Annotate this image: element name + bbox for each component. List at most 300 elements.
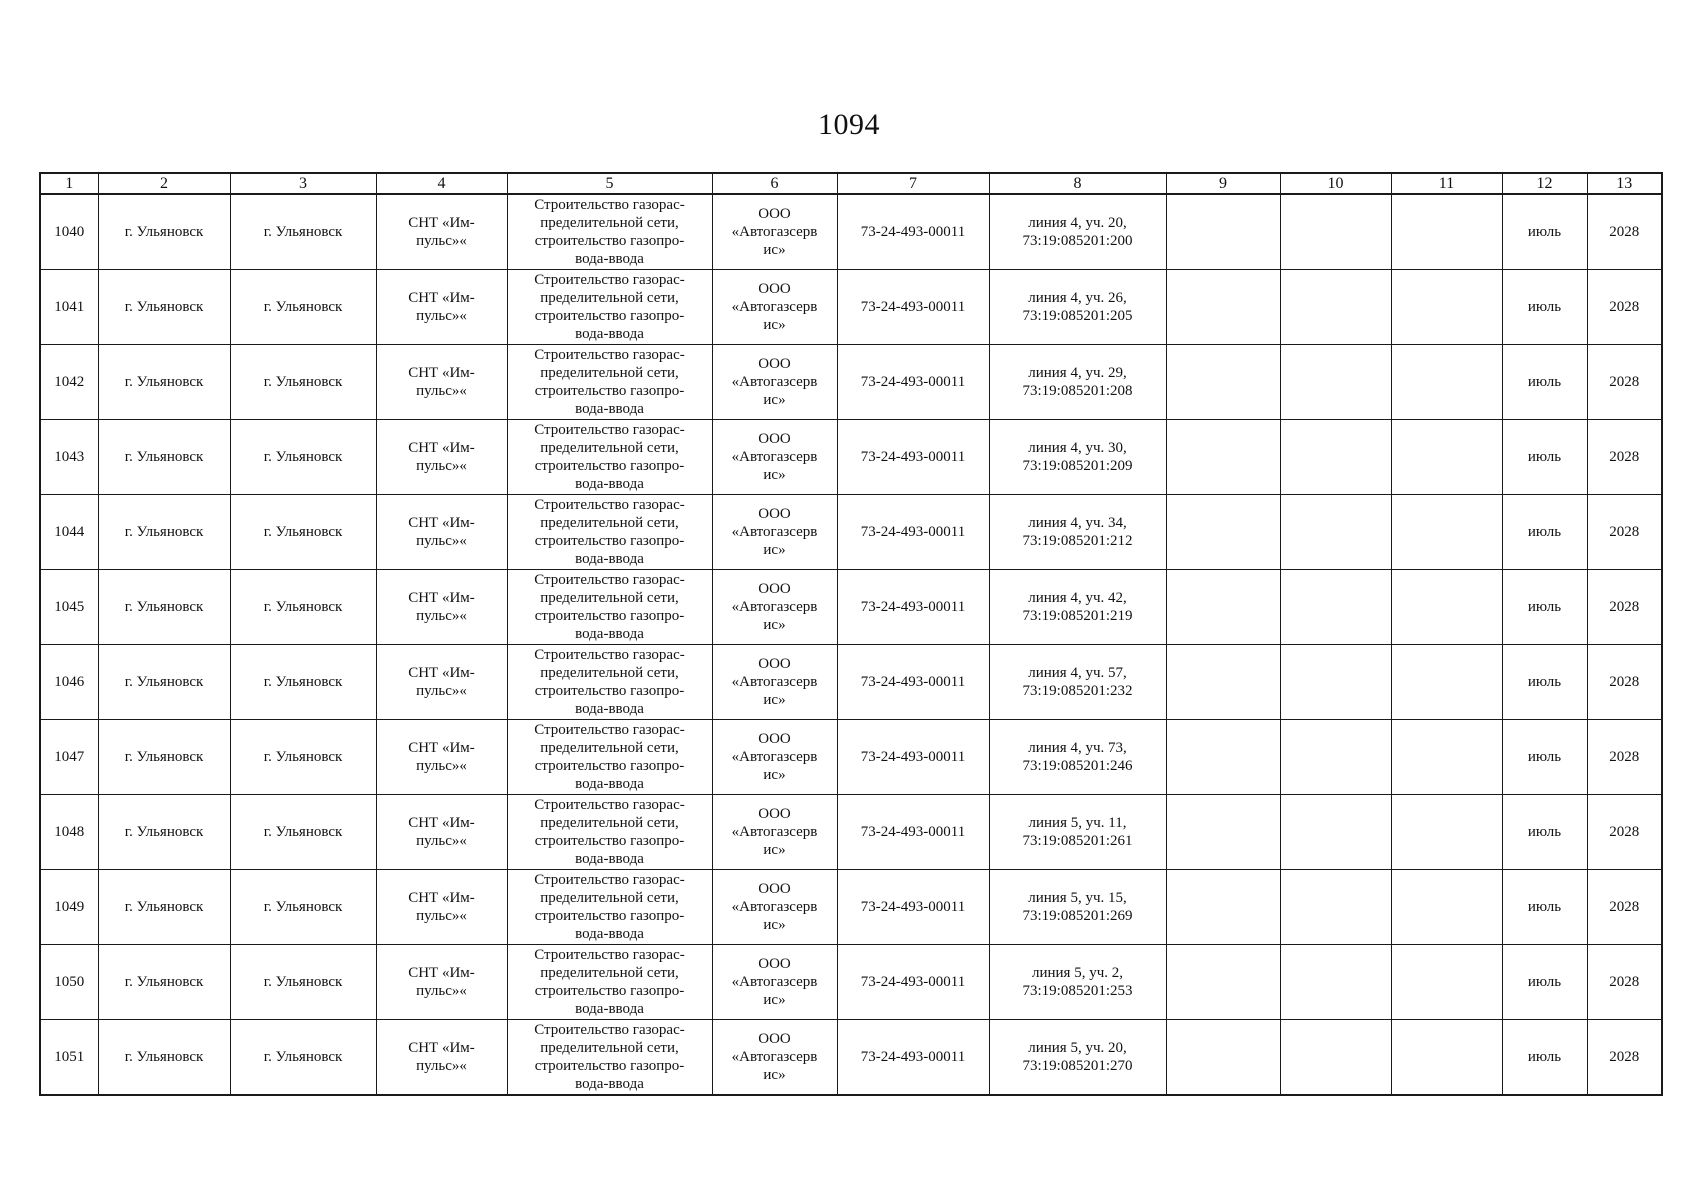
row-number-cell: 1040 [40,194,98,270]
snt-cell [376,570,507,645]
month-cell: июль [1502,345,1587,420]
site-line: 73:19:085201:219 [1022,608,1133,624]
column-11-cell [1391,194,1502,270]
org-line: ис» [763,617,786,633]
column-10-cell [1280,345,1391,420]
column-11-cell [1391,870,1502,945]
city-cell: г. Ульяновск [98,270,230,345]
locality-cell: г. Ульяновск [230,1020,376,1096]
site-line: 73:19:085201:246 [1022,758,1133,774]
column-10-cell [1280,420,1391,495]
row-number-cell: 1047 [40,720,98,795]
work-description-cell [507,870,712,945]
org-line: ис» [763,842,786,858]
work-line: вода-ввода [575,701,644,717]
column-11-cell [1391,795,1502,870]
work-line: вода-ввода [575,1001,644,1017]
site-line: 73:19:085201:253 [1022,983,1133,999]
snt-cell [376,645,507,720]
snt-cell [376,345,507,420]
organization-cell [712,345,837,420]
locality-cell: г. Ульяновск [230,270,376,345]
org-line: «Автогазсерв [731,449,818,465]
site-line: 73:19:085201:212 [1022,533,1133,549]
column-9-cell [1166,420,1280,495]
column-11-cell [1391,420,1502,495]
org-line: ис» [763,767,786,783]
snt-line: пульс»« [416,608,467,624]
org-line: ООО [758,731,791,747]
organization-cell [712,194,837,270]
column-10-cell [1280,570,1391,645]
year-cell: 2028 [1587,945,1662,1020]
org-line: «Автогазсерв [731,899,818,915]
org-line: ис» [763,992,786,1008]
snt-line: СНТ «Им- [408,815,475,831]
locality-cell: г. Ульяновск [230,194,376,270]
site-line: 73:19:085201:200 [1022,233,1133,249]
locality-cell: г. Ульяновск [230,570,376,645]
work-line: Строительство газорас- [534,422,685,438]
work-line: вода-ввода [575,551,644,567]
snt-line: СНТ «Им- [408,365,475,381]
table-row [40,570,1662,645]
site-line: 73:19:085201:208 [1022,383,1133,399]
locality-cell: г. Ульяновск [230,495,376,570]
month-cell: июль [1502,720,1587,795]
column-9-cell [1166,194,1280,270]
site-cell [989,645,1166,720]
site-cell [989,1020,1166,1096]
snt-line: СНТ «Им- [408,1040,475,1056]
snt-line: пульс»« [416,683,467,699]
page-number: 1094 [818,108,880,141]
city-cell: г. Ульяновск [98,570,230,645]
site-line: 73:19:085201:261 [1022,833,1133,849]
table-header [40,173,1662,194]
work-line: пределительной сети, [540,1040,679,1056]
month-cell: июль [1502,270,1587,345]
site-line: линия 5, уч. 11, [1028,815,1127,831]
column-10-cell [1280,720,1391,795]
locality-cell: г. Ульяновск [230,720,376,795]
column-number-row [40,173,1662,194]
snt-cell [376,945,507,1020]
work-line: Строительство газорас- [534,1022,685,1038]
snt-line: СНТ «Им- [408,665,475,681]
org-line: ООО [758,356,791,372]
organization-cell [712,870,837,945]
organization-cell [712,720,837,795]
org-line: ООО [758,206,791,222]
column-header: 1 [40,173,98,194]
city-cell: г. Ульяновск [98,870,230,945]
month-cell: июль [1502,645,1587,720]
registration-number-cell: 73-24-493-00011 [837,570,989,645]
work-line: вода-ввода [575,251,644,267]
column-header: 13 [1587,173,1662,194]
org-line: ООО [758,281,791,297]
site-cell [989,194,1166,270]
city-cell: г. Ульяновск [98,495,230,570]
site-cell [989,270,1166,345]
month-cell: июль [1502,945,1587,1020]
work-line: вода-ввода [575,476,644,492]
column-header: 5 [507,173,712,194]
table-row [40,1020,1662,1096]
snt-cell [376,194,507,270]
work-line: Строительство газорас- [534,872,685,888]
column-11-cell [1391,495,1502,570]
locality-cell: г. Ульяновск [230,645,376,720]
snt-line: пульс»« [416,308,467,324]
registration-number-cell: 73-24-493-00011 [837,194,989,270]
org-line: ис» [763,692,786,708]
snt-line: пульс»« [416,383,467,399]
work-description-cell [507,1020,712,1096]
org-line: ООО [758,506,791,522]
snt-line: СНТ «Им- [408,590,475,606]
work-line: Строительство газорас- [534,197,685,213]
registration-number-cell: 73-24-493-00011 [837,1020,989,1096]
year-cell: 2028 [1587,1020,1662,1096]
city-cell: г. Ульяновск [98,645,230,720]
work-line: пределительной сети, [540,665,679,681]
column-10-cell [1280,194,1391,270]
city-cell: г. Ульяновск [98,420,230,495]
snt-cell [376,495,507,570]
work-description-cell [507,945,712,1020]
work-line: пределительной сети, [540,215,679,231]
locality-cell: г. Ульяновск [230,945,376,1020]
org-line: «Автогазсерв [731,224,818,240]
work-line: вода-ввода [575,926,644,942]
column-11-cell [1391,1020,1502,1096]
site-line: линия 4, уч. 42, [1028,590,1127,606]
org-line: ООО [758,656,791,672]
row-number-cell: 1048 [40,795,98,870]
organization-cell [712,1020,837,1096]
site-cell [989,870,1166,945]
column-9-cell [1166,270,1280,345]
org-line: «Автогазсерв [731,599,818,615]
row-number-cell: 1042 [40,345,98,420]
month-cell: июль [1502,495,1587,570]
column-11-cell [1391,270,1502,345]
year-cell: 2028 [1587,795,1662,870]
site-line: 73:19:085201:209 [1022,458,1133,474]
table-row [40,945,1662,1020]
column-9-cell [1166,870,1280,945]
work-description-cell [507,420,712,495]
site-cell [989,795,1166,870]
work-line: Строительство газорас- [534,647,685,663]
row-number-cell: 1046 [40,645,98,720]
organization-cell [712,645,837,720]
table-row [40,345,1662,420]
site-line: 73:19:085201:205 [1022,308,1133,324]
org-line: ис» [763,317,786,333]
work-description-cell [507,720,712,795]
work-line: пределительной сети, [540,515,679,531]
work-line: строительство газопро- [534,1058,685,1074]
registration-number-cell: 73-24-493-00011 [837,870,989,945]
column-11-cell [1391,570,1502,645]
column-header: 11 [1391,173,1502,194]
column-10-cell [1280,795,1391,870]
year-cell: 2028 [1587,645,1662,720]
snt-line: пульс»« [416,1058,467,1074]
org-line: ООО [758,881,791,897]
org-line: ис» [763,242,786,258]
column-header: 3 [230,173,376,194]
snt-line: пульс»« [416,833,467,849]
org-line: ООО [758,431,791,447]
work-description-cell [507,345,712,420]
snt-cell [376,1020,507,1096]
org-line: «Автогазсерв [731,299,818,315]
year-cell: 2028 [1587,495,1662,570]
work-line: вода-ввода [575,326,644,342]
work-description-cell [507,645,712,720]
work-description-cell [507,495,712,570]
organization-cell [712,570,837,645]
snt-line: пульс»« [416,533,467,549]
row-number-cell: 1043 [40,420,98,495]
snt-line: СНТ «Им- [408,290,475,306]
month-cell: июль [1502,570,1587,645]
work-line: строительство газопро- [534,533,685,549]
table-row [40,795,1662,870]
snt-line: СНТ «Им- [408,215,475,231]
work-line: пределительной сети, [540,365,679,381]
org-line: «Автогазсерв [731,974,818,990]
column-9-cell [1166,570,1280,645]
site-line: линия 4, уч. 29, [1028,365,1127,381]
registration-number-cell: 73-24-493-00011 [837,945,989,1020]
work-line: Строительство газорас- [534,722,685,738]
year-cell: 2028 [1587,345,1662,420]
snt-line: СНТ «Им- [408,740,475,756]
column-header: 9 [1166,173,1280,194]
organization-cell [712,420,837,495]
work-description-cell [507,570,712,645]
site-cell [989,720,1166,795]
snt-line: СНТ «Им- [408,965,475,981]
table-row [40,270,1662,345]
snt-line: пульс»« [416,908,467,924]
row-number-cell: 1049 [40,870,98,945]
snt-cell [376,795,507,870]
work-line: Строительство газорас- [534,572,685,588]
locality-cell: г. Ульяновск [230,345,376,420]
row-number-cell: 1041 [40,270,98,345]
org-line: «Автогазсерв [731,1049,818,1065]
column-header: 6 [712,173,837,194]
site-cell [989,345,1166,420]
org-line: ис» [763,392,786,408]
column-11-cell [1391,720,1502,795]
org-line: «Автогазсерв [731,374,818,390]
month-cell: июль [1502,795,1587,870]
column-9-cell [1166,945,1280,1020]
table-row [40,870,1662,945]
site-line: линия 4, уч. 30, [1028,440,1127,456]
snt-cell [376,270,507,345]
work-line: вода-ввода [575,851,644,867]
column-9-cell [1166,645,1280,720]
month-cell: июль [1502,1020,1587,1096]
site-line: 73:19:085201:232 [1022,683,1133,699]
organization-cell [712,495,837,570]
work-line: пределительной сети, [540,590,679,606]
month-cell: июль [1502,870,1587,945]
org-line: ООО [758,806,791,822]
column-header: 10 [1280,173,1391,194]
site-line: линия 4, уч. 20, [1028,215,1127,231]
column-9-cell [1166,720,1280,795]
locality-cell: г. Ульяновск [230,795,376,870]
work-line: строительство газопро- [534,833,685,849]
column-10-cell [1280,270,1391,345]
registration-number-cell: 73-24-493-00011 [837,495,989,570]
work-line: Строительство газорас- [534,347,685,363]
column-10-cell [1280,495,1391,570]
city-cell: г. Ульяновск [98,795,230,870]
site-line: линия 5, уч. 2, [1031,965,1123,981]
work-line: строительство газопро- [534,308,685,324]
column-header: 4 [376,173,507,194]
table-row [40,645,1662,720]
snt-cell [376,870,507,945]
work-line: Строительство газорас- [534,272,685,288]
column-11-cell [1391,345,1502,420]
org-line: ООО [758,956,791,972]
snt-line: пульс»« [416,758,467,774]
work-line: вода-ввода [575,626,644,642]
work-line: пределительной сети, [540,290,679,306]
site-line: линия 4, уч. 34, [1028,515,1127,531]
work-description-cell [507,795,712,870]
work-description-cell [507,194,712,270]
snt-line: СНТ «Им- [408,515,475,531]
work-line: пределительной сети, [540,740,679,756]
registry-table [39,172,1663,1096]
organization-cell [712,945,837,1020]
org-line: ис» [763,542,786,558]
city-cell: г. Ульяновск [98,1020,230,1096]
column-11-cell [1391,945,1502,1020]
table-row [40,194,1662,270]
table-row [40,495,1662,570]
row-number-cell: 1044 [40,495,98,570]
registration-number-cell: 73-24-493-00011 [837,720,989,795]
year-cell: 2028 [1587,194,1662,270]
registration-number-cell: 73-24-493-00011 [837,795,989,870]
year-cell: 2028 [1587,570,1662,645]
row-number-cell: 1045 [40,570,98,645]
column-10-cell [1280,645,1391,720]
registration-number-cell: 73-24-493-00011 [837,270,989,345]
work-line: вода-ввода [575,1076,644,1092]
column-header: 8 [989,173,1166,194]
organization-cell [712,270,837,345]
table-body [40,194,1662,1095]
locality-cell: г. Ульяновск [230,870,376,945]
site-line: линия 4, уч. 26, [1028,290,1127,306]
work-line: пределительной сети, [540,890,679,906]
column-9-cell [1166,1020,1280,1096]
work-line: пределительной сети, [540,440,679,456]
site-line: 73:19:085201:270 [1022,1058,1133,1074]
work-line: строительство газопро- [534,233,685,249]
site-line: линия 5, уч. 20, [1028,1040,1127,1056]
work-description-cell [507,270,712,345]
org-line: «Автогазсерв [731,749,818,765]
column-10-cell [1280,870,1391,945]
work-line: строительство газопро- [534,383,685,399]
org-line: ООО [758,1031,791,1047]
work-line: строительство газопро- [534,983,685,999]
work-line: Строительство газорас- [534,947,685,963]
year-cell: 2028 [1587,420,1662,495]
snt-line: пульс»« [416,458,467,474]
year-cell: 2028 [1587,870,1662,945]
column-header: 12 [1502,173,1587,194]
work-line: строительство газопро- [534,458,685,474]
work-line: вода-ввода [575,401,644,417]
org-line: ис» [763,1067,786,1083]
site-cell [989,570,1166,645]
registration-number-cell: 73-24-493-00011 [837,645,989,720]
locality-cell: г. Ульяновск [230,420,376,495]
column-9-cell [1166,795,1280,870]
org-line: «Автогазсерв [731,824,818,840]
work-line: строительство газопро- [534,908,685,924]
org-line: ООО [758,581,791,597]
city-cell: г. Ульяновск [98,720,230,795]
site-cell [989,945,1166,1020]
column-9-cell [1166,495,1280,570]
work-line: Строительство газорас- [534,797,685,813]
column-11-cell [1391,645,1502,720]
site-cell [989,420,1166,495]
work-line: пределительной сети, [540,815,679,831]
city-cell: г. Ульяновск [98,194,230,270]
site-line: линия 5, уч. 15, [1028,890,1127,906]
table-row [40,720,1662,795]
snt-line: пульс»« [416,233,467,249]
snt-line: пульс»« [416,983,467,999]
registration-number-cell: 73-24-493-00011 [837,345,989,420]
org-line: «Автогазсерв [731,524,818,540]
column-10-cell [1280,945,1391,1020]
city-cell: г. Ульяновск [98,345,230,420]
registration-number-cell: 73-24-493-00011 [837,420,989,495]
month-cell: июль [1502,420,1587,495]
org-line: «Автогазсерв [731,674,818,690]
site-line: 73:19:085201:269 [1022,908,1133,924]
column-10-cell [1280,1020,1391,1096]
org-line: ис» [763,467,786,483]
org-line: ис» [763,917,786,933]
snt-cell [376,420,507,495]
column-header: 7 [837,173,989,194]
table-row [40,420,1662,495]
month-cell: июль [1502,194,1587,270]
city-cell: г. Ульяновск [98,945,230,1020]
row-number-cell: 1050 [40,945,98,1020]
